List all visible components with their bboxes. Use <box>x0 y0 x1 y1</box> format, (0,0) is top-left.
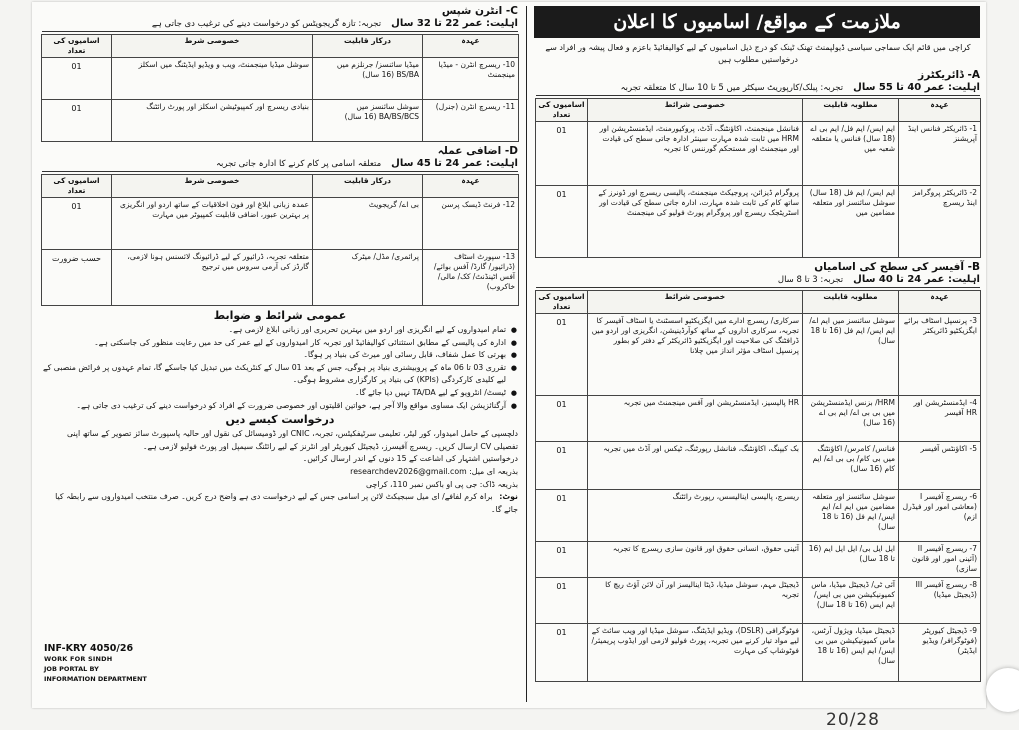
special-cell: ڈیجیٹل مہم، سوشل میڈیا، ڈیٹا اینالیسز اور آن لائن آؤٹ ریچ کا تجربہ <box>588 578 803 624</box>
table-section-b <box>535 290 981 682</box>
list-item: ● ادارہ کی پالیسی کے مطابق استثنائی کوالیفائیڈ اور تجربہ کار امیدواروں کے لیے عمر کی حد میں رعایت منظور کی جاسکتی ہے۔ <box>42 337 506 350</box>
post-cell: 8- ریسرچ آفیسر III (ڈیجیٹل میڈیا) <box>899 578 981 624</box>
list-item: ● آرگنائزیشن ایک مساوی مواقع والا آجر ہے، خواتین اقلیتوں اور خصوصی ضرورت کے افراد کو درخواست دینے کی ترغیب دی جاتی ہے۔ <box>42 400 506 413</box>
qualification-cell: ایم ایس/ ایم فل/ ایم بی اے (18 سال) فنانس یا متعلقہ شعبہ میں <box>803 122 899 186</box>
department-label: INFORMATION DEPARTMENT <box>44 675 147 683</box>
page-indicator: 20/28 <box>826 710 880 730</box>
special-cell: بنیادی ریسرچ اور کمپیوٹیشن اسکلز اور پورٹ رائٹنگ <box>112 100 313 142</box>
column-divider <box>526 6 527 702</box>
special-cell: ریسرچ، پالیسی اینالیسس، رپورٹ رائٹنگ <box>588 490 803 542</box>
note-text: براہ کرم لفافے/ ای میل سبجیکٹ لائن پر اسامی جس کے لیے درخواست دی ہے واضح درج کریں۔ صرف منتخب امیدواروں سے رابطہ کیا جائے گا۔ <box>55 492 518 514</box>
count-cell: 01 <box>536 624 588 682</box>
special-cell: بک کیپنگ، اکاؤنٹنگ، فنانشل رپورٹنگ، ٹیکس اور آڈٹ میں تجربہ <box>588 442 803 490</box>
qualification-cell: HRM/ بزنس ایڈمنسٹریشن میں بی بی اے/ ایم بی اے (16 سال) <box>803 396 899 442</box>
list-item: ● تقرری 03 تا 06 ماہ کے پروبیشنری بنیاد پر ہوگی، جس کے بعد 01 سال کے کنٹریکٹ میں تبدیل کیا جاسکے گا، تمام عہدوں پر فرائض منصبی کے لیے کلیدی کارکردگی (KPIs) کی بنیاد پر کارگزاری مشروط ہوگی۔ <box>42 362 506 387</box>
table-section-c <box>41 34 519 142</box>
terms-block <box>42 309 518 516</box>
table-section-d <box>41 174 519 306</box>
section-a-eligibility <box>536 82 980 96</box>
section-b-title: B- آفیسر کی سطح کی اسامیاں <box>814 261 980 273</box>
footer-info-block <box>44 644 182 686</box>
table-row <box>536 442 981 490</box>
special-cell: پروگرام ڈیزائن، پروجیکٹ مینجمنٹ، پالیسی ریسرچ اور ڈونرز کے ساتھ کام کی ثابت شدہ مہارت، ادارہ جاتی سطح کی قیادت اور اسٹریٹجک ریسرچ اور پروگرام پورٹ فولیو کی مینجمنٹ <box>588 186 803 258</box>
table-row <box>42 198 519 250</box>
qualification-cell: سوشل سائنسز میں BA/BS/BCS (16 سال) <box>313 100 423 142</box>
header-qualification: مطلوبہ قابلیت <box>803 291 899 314</box>
section-d-eligibility <box>42 158 518 172</box>
work-for-sindh-logo: WORK FOR SINDH <box>44 655 113 663</box>
table-row <box>536 578 981 624</box>
qualification-cell: پرائمری/ مڈل/ میٹرک <box>313 250 423 306</box>
section-c-age: اہلیت: عمر 22 تا 32 سال <box>391 18 518 29</box>
post-cell: 11- ریسرچ انٹرن (جنرل) <box>423 100 519 142</box>
table-header-row <box>42 175 519 198</box>
section-b-eligibility <box>536 274 980 288</box>
post-cell: 3- پرنسپل اسٹاف برائے ایگزیکٹیو ڈائریکٹر <box>899 314 981 396</box>
count-cell: 01 <box>536 490 588 542</box>
qualification-cell: ایل ایل بی/ ایل ایل ایم (16 تا 18 سال) <box>803 542 899 578</box>
ad-code: INF-KRY 4050/26 <box>44 643 134 654</box>
header-qualification: درکار قابلیت <box>313 175 423 198</box>
header-post: عہدہ <box>899 291 981 314</box>
newspaper-clipping <box>32 2 986 708</box>
ad-intro: کراچی میں قائم ایک سماجی سیاسی ڈیولپمنٹ تھنک ٹینک کو درج ذیل اسامیوں کے لیے کوالیفائیڈ باعزم و فعال پیشہ ور افراد سے درخواستیں مطلوب ہیں <box>545 43 971 64</box>
table-header-row <box>42 35 519 58</box>
section-c-title: C- انٹرن شپس <box>441 5 518 17</box>
left-column <box>36 2 524 708</box>
special-cell: سرکاری/ ریسرچ ادارے میں ایگزیکٹیو اسسٹنٹ یا اسٹاف آفیسر کا تجربہ، سرکاری اداروں کے ساتھ کوآرڈینیشن، انگریزی اور اردو میں ڈرافٹنگ کی صلاحیت اور ایگزیکٹیو ڈائریکٹر کے دفتر کو بطور پرنسپل اسٹاف مؤثر انداز میں چلانا <box>588 314 803 396</box>
qualification-cell: سوشل سائنسز اور متعلقہ مضامین میں ایم اے/ ایم ایس/ ایم فل (16 تا 18 سال) <box>803 490 899 542</box>
post-cell: 12- فرنٹ ڈیسک پرسن <box>423 198 519 250</box>
qualification-cell: سوشل سائنسز میں ایم اے/ ایم ایس/ ایم فل (16 تا 18 سال) <box>803 314 899 396</box>
count-cell: 01 <box>536 314 588 396</box>
ad-title-banner: ملازمت کے مواقع/ اسامیوں کا اعلان <box>534 6 980 38</box>
table-header-row <box>536 99 981 122</box>
post-address: جی پی او باکس نمبر 110، کراچی <box>366 479 478 489</box>
post-cell: 2- ڈائریکٹر پروگرامز اینڈ ریسرچ <box>899 186 981 258</box>
count-cell: 01 <box>536 442 588 490</box>
post-cell: 5- اکاؤنٹس آفیسر <box>899 442 981 490</box>
right-column <box>530 2 986 708</box>
header-special: خصوصی شرائط <box>588 99 803 122</box>
section-b-experience: تجربہ: 3 تا 8 سال <box>777 275 844 285</box>
header-post: عہدہ <box>899 99 981 122</box>
qualification-cell: بی اے/ گریجویٹ <box>313 198 423 250</box>
header-post: عہدہ <box>423 35 519 58</box>
post-line <box>42 479 518 492</box>
post-label: بذریعہ ڈاک: <box>479 479 518 489</box>
header-special: خصوصی شرط <box>112 35 313 58</box>
table-row <box>42 250 519 306</box>
count-cell: 01 <box>536 542 588 578</box>
note-line <box>42 491 518 516</box>
post-cell: 6- ریسرچ آفیسر I (معاشی امور اور فیڈرل ازم) <box>899 490 981 542</box>
list-item: ● ٹیسٹ/ انٹرویو کے لیے TA/DA نہیں دیا جائے گا۔ <box>42 387 506 400</box>
table-header-row <box>536 291 981 314</box>
table-section-a <box>535 98 981 258</box>
special-cell: عمدہ زبانی ابلاغ اور فون اخلاقیات کے ساتھ اردو اور انگریزی پر بہترین عبور، اضافی قابلیت کمپیوٹر میں مہارت <box>112 198 313 250</box>
count-cell: 01 <box>536 578 588 624</box>
qualification-cell: ایم ایس/ ایم فل (18 سال) سوشل سائنسز اور متعلقہ مضامین میں <box>803 186 899 258</box>
table-row <box>536 122 981 186</box>
email-link[interactable]: researchdev2026@gmail.com <box>350 466 467 476</box>
post-cell: 10- ریسرچ انٹرن - میڈیا مینجمنٹ <box>423 58 519 100</box>
section-d-age: اہلیت: عمر 24 تا 45 سال <box>391 158 518 169</box>
header-post: عہدہ <box>423 175 519 198</box>
qualification-cell: میڈیا سائنسز/ جرنلزم میں BS/BA (16 سال) <box>313 58 423 100</box>
count-cell: 01 <box>536 122 588 186</box>
post-cell: 9- ڈیجیٹل کیوریٹر (فوٹوگرافر/ ویڈیو ایڈیٹر) <box>899 624 981 682</box>
count-cell: 01 <box>536 186 588 258</box>
qualification-cell: فنانس/ کامرس/ اکاؤنٹنگ میں بی کام/ بی بی اے/ ایم کام (16 سال) <box>803 442 899 490</box>
header-special: خصوصی شرط <box>112 175 313 198</box>
qualification-cell: ڈیجیٹل میڈیا، ویژول آرٹس، ماس کمیونیکیشن میں بی ایس/ ایم ایس (16 تا 18 سال) <box>803 624 899 682</box>
qualification-cell: آئی ٹی/ ڈیجیٹل میڈیا، ماس کمیونیکیشن میں بی ایس/ ایم ایس (16 تا 18 سال) <box>803 578 899 624</box>
count-cell: 01 <box>42 58 112 100</box>
apply-deadline: درخواستیں اشتہار کی اشاعت کے 15 دنوں کے اندر ارسال کرائیں۔ <box>302 454 518 464</box>
header-count: اسامیوں کی تعداد <box>42 175 112 198</box>
table-row <box>536 314 981 396</box>
section-a-experience: تجربہ: پبلک/کارپوریٹ سیکٹر میں 5 تا 10 سال کا متعلقہ تجربہ <box>620 83 844 93</box>
count-cell: حسب ضرورت <box>42 250 112 306</box>
special-cell: آئینی حقوق، انسانی حقوق اور قانون سازی ریسرچ کا تجربہ <box>588 542 803 578</box>
header-qualification: درکار قابلیت <box>313 35 423 58</box>
section-c-experience: تجربہ: تازہ گریجویٹس کو درخواست دینے کی ترغیب دی جاتی ہے <box>151 19 382 29</box>
header-count: اسامیوں کی تعداد <box>536 99 588 122</box>
special-cell: HR پالیسیز، ایڈمنسٹریشن اور آفس مینجمنٹ میں تجربہ <box>588 396 803 442</box>
floating-action-button[interactable] <box>986 668 1019 712</box>
table-row <box>536 542 981 578</box>
table-row <box>536 490 981 542</box>
header-qualification: مطلوبہ قابلیت <box>803 99 899 122</box>
special-cell: سوشل میڈیا مینجمنٹ، ویب و ویڈیو ایڈیٹنگ میں اسکلز <box>112 58 313 100</box>
table-row <box>42 58 519 100</box>
special-cell: فنانشل مینجمنٹ، اکاؤنٹنگ، آڈٹ، پروکیورمنٹ، ایڈمنسٹریشن اور HRM میں ثابت شدہ مہارت سینئر ادارہ جاتی سطح کی قیادت اور مینجمنٹ اور مستحکم گورننس کا تجربہ <box>588 122 803 186</box>
job-portal-label: JOB PORTAL BY <box>44 665 99 673</box>
post-cell: 7- ریسرچ آفیسر II (آئینی امور اور قانون سازی) <box>899 542 981 578</box>
special-cell: فوٹوگرافی (DSLR)، ویڈیو ایڈیٹنگ، سوشل میڈیا اور ویب سائٹ کے لیے مواد تیار کرنے میں تجربہ، پورٹ فولیو لازمی اور ایڈوب پریمیئر/ فوٹوشاپ کی مہارت <box>588 624 803 682</box>
post-cell: 13- سپورٹ اسٹاف (ڈرائیور/ گارڈ/ آفس بوائے/ آفس اٹینڈنٹ/ کک/ مالی/ خاکروب) <box>423 250 519 306</box>
table-row <box>536 624 981 682</box>
apply-title: درخواست کیسے دیں <box>225 413 335 427</box>
section-a-age: اہلیت: عمر 40 تا 55 سال <box>853 82 980 93</box>
note-label: نوٹ: <box>499 492 518 502</box>
header-count: اسامیوں کی تعداد <box>536 291 588 314</box>
terms-title: عمومی شرائط و ضوابط <box>213 309 347 322</box>
count-cell: 01 <box>42 100 112 142</box>
email-line <box>42 466 518 479</box>
terms-list <box>42 324 518 412</box>
list-item: ● تمام امیدواروں کے لیے انگریزی اور اردو میں بہترین تحریری اور زبانی ابلاغ لازمی ہے۔ <box>42 324 506 337</box>
special-cell: متعلقہ تجربہ، ڈرائیور کے لیے ڈرائیونگ لائسنس ہونا لازمی، گارڈز کی آرمی سروس میں ترجیح <box>112 250 313 306</box>
table-row <box>536 396 981 442</box>
list-item: ● بھرتی کا عمل شفاف، قابل رسائی اور میرٹ کی بنیاد پر ہوگا۔ <box>42 349 506 362</box>
apply-text: دلچسپی کے حامل امیدوار، کور لیٹر، تعلیمی سرٹیفکیٹس، تجربہ، CNIC اور ڈومیسائل کی نقول اور حالیہ پاسپورٹ سائز تصویر کے ساتھ اپنی تفصیلی CV ارسال کریں۔ ریسرچ آفیسرز، ڈیجیٹل کیوریٹر اور انٹرنز کے لیے رائٹنگ سیمپل اور پورٹ فولیو لازمی ہے۔ <box>66 429 518 451</box>
section-d-title: D- اضافی عملہ <box>437 145 518 157</box>
post-cell: 4- ایڈمنسٹریشن اور HR آفیسر <box>899 396 981 442</box>
table-row <box>536 186 981 258</box>
section-d-experience: متعلقہ اسامی پر کام کرنے کا ادارہ جاتی تجربہ <box>216 159 382 169</box>
section-a-title: A- ڈائریکٹرز <box>918 69 980 81</box>
section-b-age: اہلیت: عمر 24 تا 40 سال <box>853 274 980 285</box>
count-cell: 01 <box>42 198 112 250</box>
section-c-eligibility <box>42 18 518 32</box>
post-cell: 1- ڈائریکٹر فنانس اینڈ آپریشنز <box>899 122 981 186</box>
header-count: اسامیوں کی تعداد <box>42 35 112 58</box>
table-row <box>42 100 519 142</box>
header-special: خصوصی شرائط <box>588 291 803 314</box>
count-cell: 01 <box>536 396 588 442</box>
email-label: بذریعہ ای میل: <box>469 466 518 476</box>
